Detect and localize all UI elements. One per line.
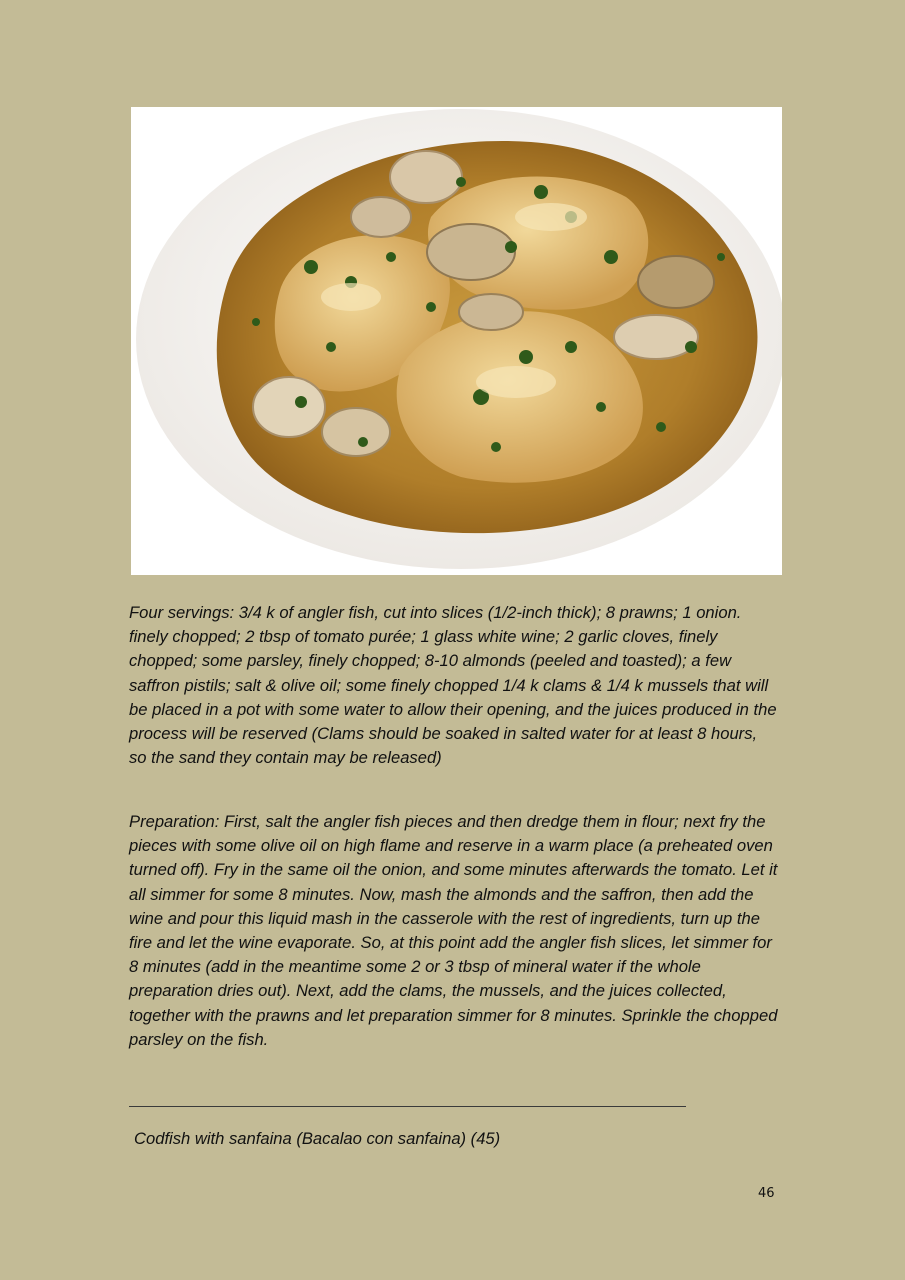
- dish-photo: [131, 107, 782, 575]
- dish-photo-icon: [131, 107, 782, 575]
- ingredients-paragraph: Four servings: 3/4 k of angler fish, cut into slices (1/2-inch thick); 8 prawns; 1 onion. finely chopped; 2 tbsp of tomato purée; 1 glass white wine; 2 garlic cloves, finely chopped; some parsley, finely chopped; 8-10 almonds (peeled and toasted); a few saffron pistils; salt & olive oil; some finely chopped 1/4 k clams & 1/4 k mussels that will be placed in a pot with some water to allow their opening, and the juices produced in the process will be reserved (Clams should be soaked in salted water for at least 8 hours, so the sand they contain may be released): [129, 603, 777, 768]
- preparation-paragraph: Preparation: First, salt the angler fish pieces and then dredge them in flour; next fry the pieces with some olive oil on high flame and reserve in a warm place (a preheated oven turned off). Fry in the same oil the onion, and some minutes afterwards the tomato. Let it all simmer for some 8 minutes. Now, mash the almonds and the saffron, then add the wine and pour this liquid mash in the casserole with the rest of ingredients, turn up the fire and let the wine evaporate. So, at this point add the angler fish slices, let simmer for 8 minutes (add in the meantime some 2 or 3 tbsp of mineral water if the whole preparation dries out). Next, add the clams, the mussels, and the juices collected, together with the prawns and let preparation simmer for 8 minutes. Sprinkle the chopped parsley on the fish.: [129, 812, 778, 1049]
- section-divider: [129, 1106, 686, 1107]
- page-number: 46: [758, 1186, 775, 1201]
- next-recipe-title: Codfish with sanfaina (Bacalao con sanfaina) (45): [134, 1129, 501, 1148]
